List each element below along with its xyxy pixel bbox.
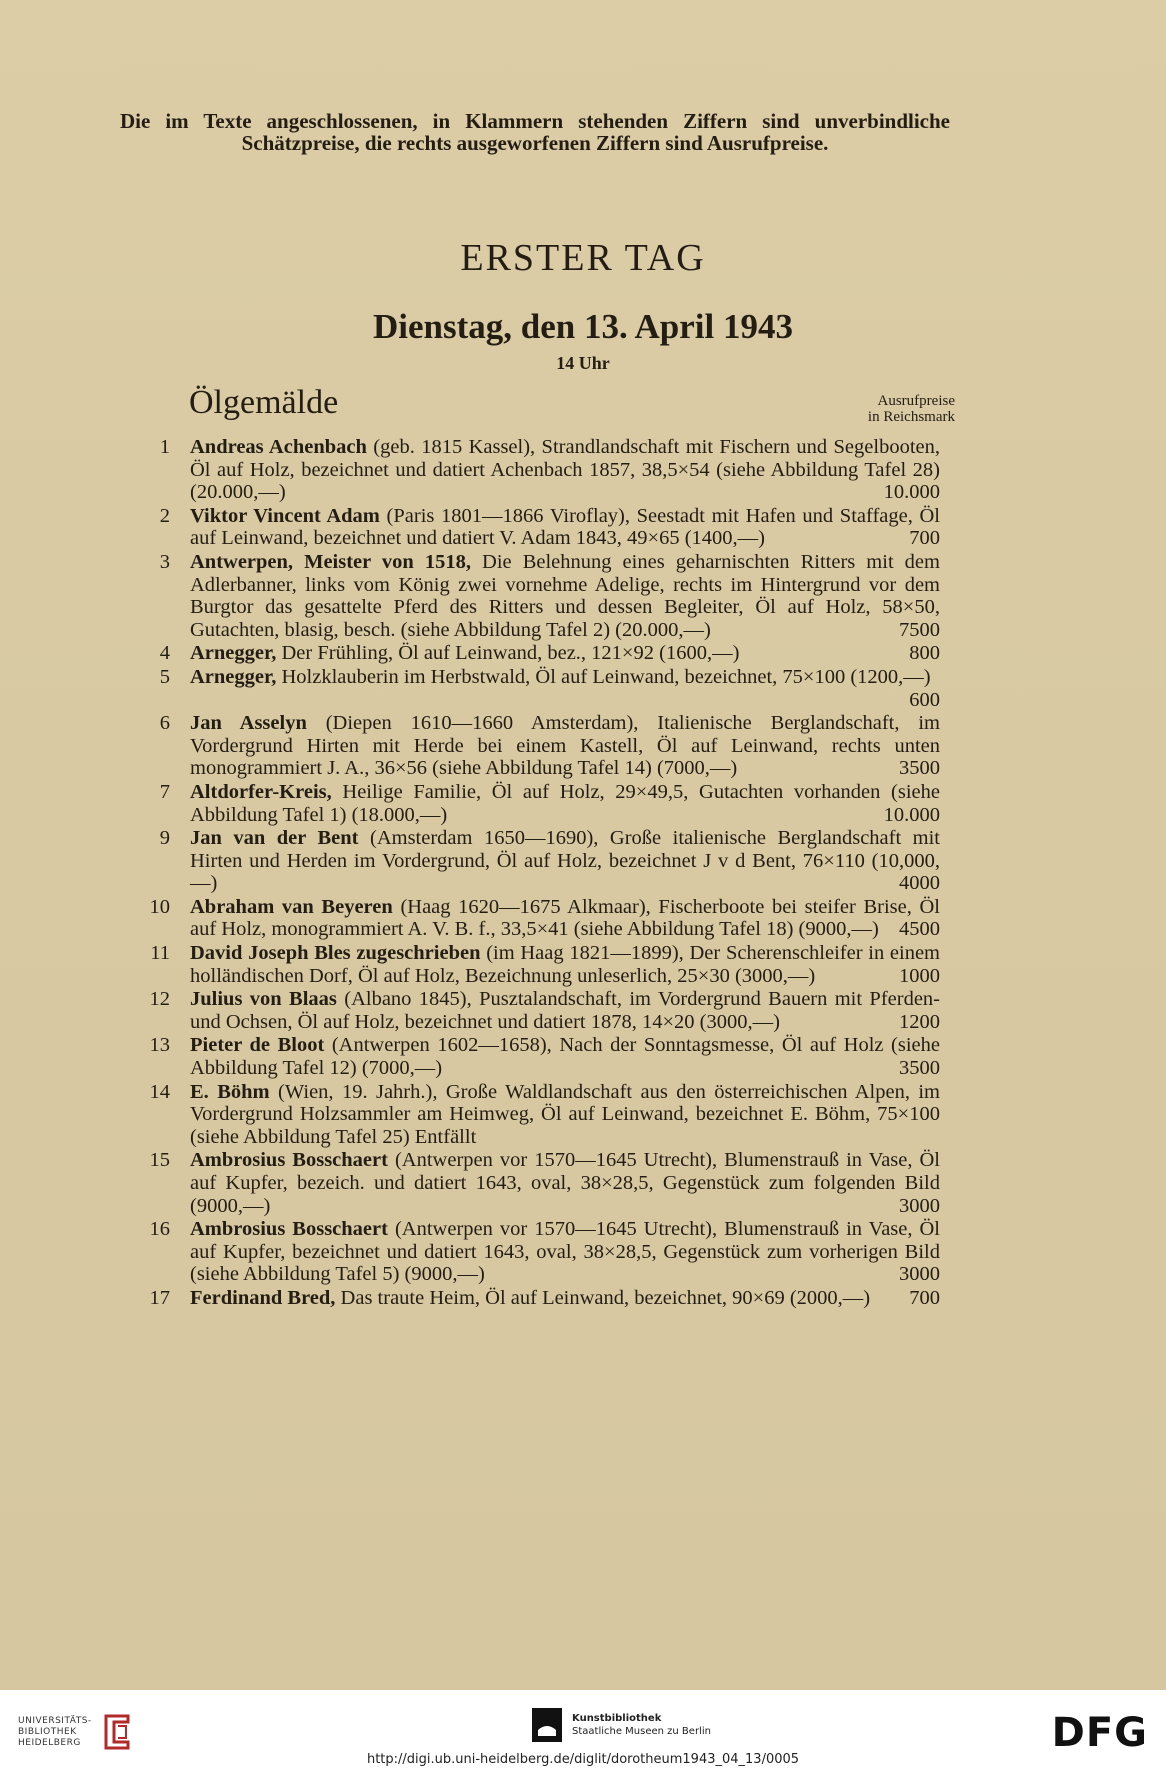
lot-description: (im Haag 1821—1899), Der Scherenschleifer in einem holländischen Dorf, Öl auf Holz, Bezeichnung unleserlich, 25×30 (3000,—) [190,942,940,987]
lot-price: 7500 [899,618,940,641]
lot-artist: Arnegger, [190,665,277,688]
university-logo-line-2: BIBLIOTHEK [18,1726,77,1737]
lot-price: 600 [909,688,940,711]
lot-price: 10.000 [883,481,940,504]
dfg-logo[interactable]: DFG [1051,1710,1148,1756]
lot-number: 13 [149,1034,170,1057]
lot-artist: Arnegger, [190,642,277,665]
lot-artist: Ambrosius Bosschaert [190,1218,388,1241]
lot-price: 3500 [899,757,940,780]
lot-description: Das traute Heim, Öl auf Leinwand, bezeichnet, 90×69 (2000,—) [340,1286,871,1309]
lot-artist: Jan Asselyn [190,712,307,735]
kunstbibliothek-logo[interactable] [532,1708,711,1742]
lot-price: 1000 [899,964,940,987]
lot-number: 14 [149,1080,170,1103]
lot-artist: E. Böhm [190,1080,270,1103]
lot-entry [140,712,940,780]
lot-list [140,436,940,1311]
column-header-line-2: in Reichsmark [867,409,955,425]
lot-artist: Viktor Vincent Adam [190,504,380,527]
day-title: ERSTER TAG [460,237,706,279]
lot-artist: David Joseph Bles zugeschrieben [190,942,481,965]
lot-description: Heilige Familie, Öl auf Holz, 29×49,5, Gutachten vorhanden (siehe Abbildung Tafel 1) (18.000,—) [190,780,940,826]
lot-artist: Antwerpen, Meister von 1518, [190,550,471,573]
lot-price: 4000 [899,872,940,895]
kunstbibliothek-title: Kunstbibliothek [572,1713,662,1724]
lot-artist: Ferdinand Bred, [190,1286,336,1309]
lot-entry [140,1218,940,1286]
lot-number: 9 [159,827,170,850]
university-emblem-icon [98,1712,136,1752]
lot-price: 10.000 [883,803,940,826]
lot-price: 1200 [899,1010,940,1033]
lot-entry [140,551,940,641]
lot-entry [140,666,940,711]
kunstbibliothek-subtitle: Staatliche Museen zu Berlin [572,1726,711,1737]
source-url-link[interactable]: http://digi.ub.uni-heidelberg.de/diglit/dorotheum1943_04_13/0005 [366,1752,800,1767]
lot-description: (Albano 1845), Pusztalandschaft, im Vordergrund Bauern mit Pferden- und Ochsen, Öl auf Holz, bezeichnet und datiert 1878, 14×20 (3000,—) [190,988,941,1033]
column-header-line-1: Ausrufpreise [877,393,955,409]
lot-artist: Pieter de Bloot [190,1034,325,1057]
lot-artist: Jan van der Bent [190,827,359,850]
lot-number: 7 [159,780,170,803]
lot-description: (Paris 1801—1866 Viroflay), Seestadt mit Hafen und Staffage, Öl auf Leinwand, bezeichnet und datiert V. Adam 1843, 49×65 (1400,—) [190,504,941,550]
lot-number: 3 [159,550,170,573]
lot-price: 3000 [899,1263,940,1286]
lot-description: (Antwerpen vor 1570—1645 Utrecht), Blumenstrauß in Vase, Öl auf Kupfer, bezeichnet und datiert 1643, oval, 38×28,5, Gegenstück zum vorherigen Bild (siehe Abbildung Tafel 5) (9000,—) [190,1218,941,1286]
lot-artist: Julius von Blaas [190,988,337,1011]
lot-number: 15 [149,1149,170,1172]
lot-entry [140,988,940,1033]
lot-entry [140,1287,940,1310]
lot-description: (Diepen 1610—1660 Amsterdam), Italienische Berglandschaft, im Vordergrund Hirten mit Herde bei einem Kastell, Öl auf Leinwand, rechts unten monogrammiert J. A., 36×56 (siehe Abbildung Tafel 14) (7000,—) [190,712,940,780]
lot-artist: Altdorfer-Kreis, [190,780,332,803]
lot-number: 12 [149,988,170,1011]
lot-number: 4 [159,642,170,665]
lot-number: 16 [149,1218,170,1241]
lot-entry [140,1081,940,1149]
lot-artist: Ambrosius Bosschaert [190,1149,388,1172]
lot-description: (geb. 1815 Kassel), Strandlandschaft mit Fischern und Segelbooten, Öl auf Holz, bezeichnet und datiert Achenbach 1857, 38,5×54 (siehe Abbildung Tafel 28) (20.000,—) [190,436,940,504]
kunstbibliothek-emblem-icon [532,1708,562,1742]
lot-entry [140,642,940,665]
lot-description: (Antwerpen 1602—1658), Nach der Sonntagsmesse, Öl auf Holz (siehe Abbildung Tafel 12) (7000,—) [190,1034,941,1080]
lot-description: Die Belehnung eines geharnischten Ritters mit dem Adlerbanner, links vom König zwei vornehme Adelige, rechts im Hintergrund vor dem Burgtor das gesattelte Pferd des Ritters und dessen Begleiter, Öl auf Holz, 58×50, Gutachten, blasig, besch. (siehe Abbildung Tafel 2) (20.000,—) [190,550,940,641]
lot-entry [140,1034,940,1079]
lot-entry [140,781,940,826]
lot-entry [140,942,940,987]
lot-entry [140,827,940,895]
date-title: Dienstag, den 13. April 1943 [372,307,794,346]
lot-artist: Abraham van Beyeren [190,895,393,918]
university-logo-line-1: UNIVERSITÄTS- [18,1715,92,1726]
lot-description: (Wien, 19. Jahrh.), Große Waldlandschaft aus den österreichischen Alpen, im Vordergrund Holzsammler am Heimweg, Öl auf Leinwand, bezeichnet E. Böhm, 75×100 (siehe Abbildung Tafel 25) Entfällt [190,1080,940,1148]
lot-description: Holzklauberin im Herbstwald, Öl auf Leinwand, bezeichnet, 75×100 (1200,—) [281,665,931,688]
lot-number: 6 [159,712,170,735]
university-library-logo[interactable] [18,1712,136,1752]
lot-price: 3500 [899,1057,940,1080]
lot-description: Der Frühling, Öl auf Leinwand, bez., 121×92 (1600,—) [281,642,740,665]
header-note: Die im Texte angeschlossenen, in Klammern stehenden Ziffern sind unverbindliche Schätzpreise, die rechts ausgeworfenen Ziffern sind Ausrufpreise. [120,109,950,155]
university-logo-line-3: HEIDELBERG [18,1737,81,1748]
lot-description: (Haag 1620—1675 Alkmaar), Fischerboote bei steifer Brise, Öl auf Holz, monogrammiert A. V. B. f., 33,5×41 (siehe Abbildung Tafel 18) (9000,—) [190,895,940,941]
lot-entry [140,896,940,941]
lot-price: 700 [909,527,940,550]
lot-number: 2 [159,504,170,527]
lot-price: 3000 [899,1194,940,1217]
lot-description: (Antwerpen vor 1570—1645 Utrecht), Blumenstrauß in Vase, Öl auf Kupfer, bezeich. und datiert 1643, oval, 38×28,5, Gegenstück zum folgenden Bild (9000,—) [190,1149,941,1217]
lot-entry [140,505,940,550]
lot-number: 11 [150,942,170,965]
time-title: 14 Uhr [556,353,610,373]
lot-number: 10 [149,895,170,918]
lot-entry [140,1149,940,1217]
lot-number: 17 [149,1286,170,1309]
section-title: Ölgemälde [189,384,339,421]
lot-price: 800 [909,642,940,665]
lot-number: 5 [159,665,170,688]
lot-price: 4500 [899,918,940,941]
lot-price: 700 [909,1286,940,1309]
lot-artist: Andreas Achenbach [190,436,367,458]
column-header [780,393,955,425]
lot-description: (Amsterdam 1650—1690), Große italienische Berglandschaft mit Hirten und Herden im Vordergrund, Öl auf Holz, bezeichnet J v d Bent, 76×110 (10,000,—) [190,827,941,895]
footer-bar [0,1690,1166,1770]
lot-number: 1 [159,436,170,458]
lot-entry [140,436,940,504]
